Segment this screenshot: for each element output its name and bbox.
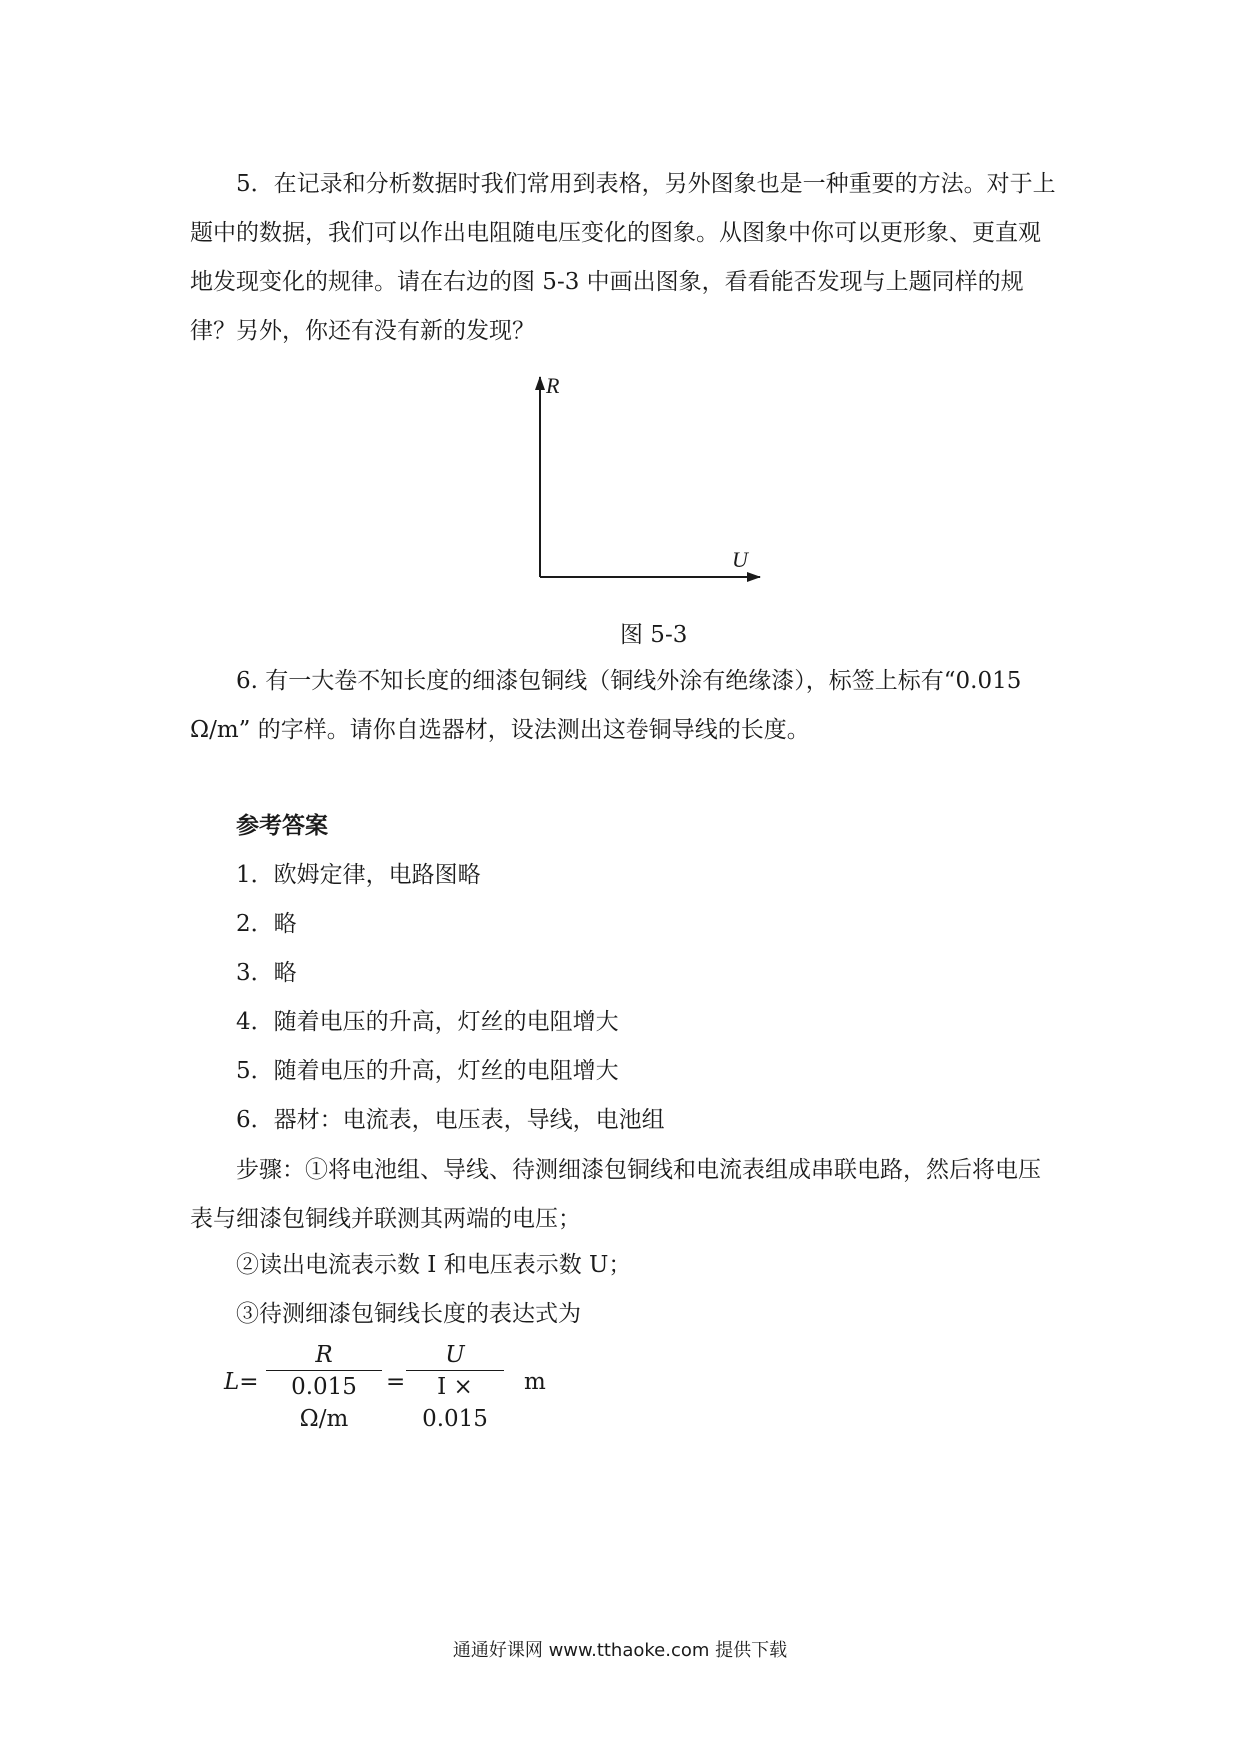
answer-item-6: 6．器材：电流表，电压表，导线，电池组 (236, 1107, 665, 1133)
question-5 (190, 160, 1060, 356)
question-6 (190, 657, 1060, 755)
answers-heading: 参考答案 (236, 812, 328, 839)
answer-item-1: 1．欧姆定律，电路图略 (236, 862, 481, 888)
answer-item-5: 5．随着电压的升高，灯丝的电阻增大 (236, 1058, 619, 1084)
question-6-text: 6. 有一大卷不知长度的细漆包铜线（铜线外涂有绝缘漆），标签上标有“0.015 Ω/m” 的字样。请你自选器材，设法测出这卷铜导线的长度。 (190, 668, 1022, 743)
formula-frac1-numerator: R (315, 1342, 333, 1368)
question-5-text: 5．在记录和分析数据时我们常用到表格，另外图象也是一种重要的方法。对于上题中的数据，我们可以作出电阻随电压变化的图象。从图象中你可以更形象、更直观地发现变化的规律。请在右边的图 5-3 中画出图象，看看能否发现与上题同样的规律？另外，你还有没有新的发现？ (190, 171, 1056, 344)
formula-fraction-2 (406, 1340, 504, 1432)
formula-frac2-denominator: I × 0.015 (422, 1374, 488, 1432)
figure-5-3 (500, 365, 780, 599)
formula-unit: m (524, 1369, 546, 1395)
rv-axes-graph (500, 365, 780, 595)
answer-item-4: 4．随着电压的升高，灯丝的电阻增大 (236, 1009, 619, 1035)
y-axis-label: R (546, 373, 560, 398)
formula-lhs: L= (224, 1369, 259, 1395)
formula-frac1-denominator: 0.015 Ω/m (291, 1374, 357, 1432)
answer-step-3: ③待测细漆包铜线长度的表达式为 (236, 1301, 581, 1327)
page-footer: 通通好课网 www.tthaoke.com 提供下载 (452, 1640, 788, 1661)
answer-item-3: 3．略 (236, 960, 297, 986)
answer-steps-text: 步骤：①将电池组、导线、待测细漆包铜线和电流表组成串联电路，然后将电压表与细漆包铜线并联测其两端的电压； (190, 1157, 1041, 1232)
formula-fraction-1 (266, 1340, 382, 1432)
x-axis-label: U (732, 547, 748, 572)
formula-frac2-numerator: U (445, 1342, 465, 1368)
answer-item-2: 2．略 (236, 911, 297, 937)
answer-step-2: ②读出电流表示数 I 和电压表示数 U； (236, 1252, 632, 1278)
figure-caption: 图 5-3 (620, 622, 688, 648)
answer-steps (190, 1146, 1060, 1244)
formula-equals: = (386, 1369, 406, 1395)
